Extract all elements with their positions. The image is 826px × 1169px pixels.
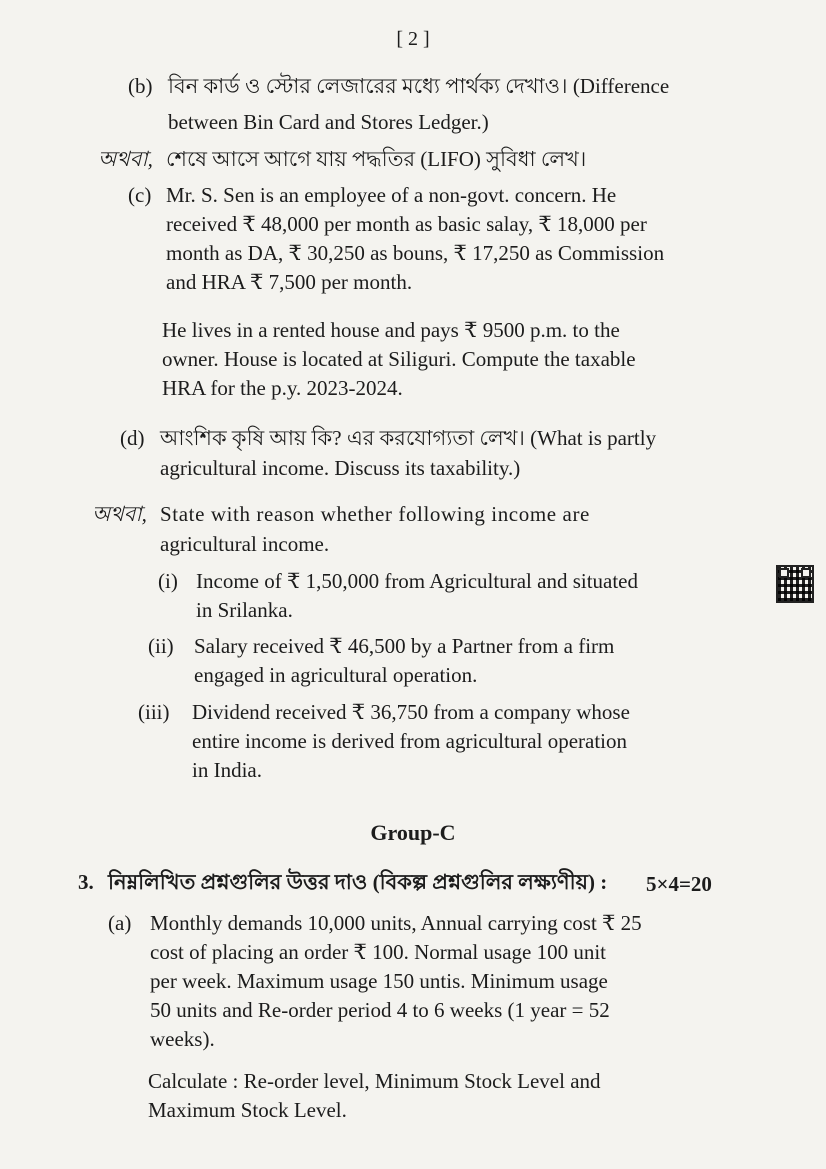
- question-d-line2: agricultural income. Discuss its taxability.): [160, 456, 521, 480]
- option-ii-label: (ii): [148, 634, 174, 658]
- question-c-line1: Mr. S. Sen is an employee of a non-govt. concern. He: [166, 183, 617, 207]
- question-d-line1: আংশিক কৃষি আয় কি? এর করযোগ্যতা লেখ। (What is partly: [160, 426, 657, 450]
- question-c-line7: HRA for the p.y. 2023-2024.: [162, 376, 403, 400]
- question-b-line2: between Bin Card and Stores Ledger.): [168, 110, 489, 134]
- question-3-number: 3.: [78, 870, 94, 894]
- question-c-line3: month as DA, ₹ 30,250 as bouns, ₹ 17,250 as Commission: [166, 241, 665, 265]
- option-iii-label: (iii): [138, 700, 170, 724]
- question-c-line4: and HRA ₹ 7,500 per month.: [166, 270, 413, 294]
- option-i-label: (i): [158, 569, 178, 593]
- question-d-or-prefix: অথবা,: [92, 502, 147, 526]
- option-ii-line1: Salary received ₹ 46,500 by a Partner from a firm: [194, 634, 615, 658]
- question-3a-line7: Maximum Stock Level.: [148, 1098, 347, 1122]
- option-iii-line2: entire income is derived from agricultural operation: [192, 729, 628, 753]
- question-3a-line1: Monthly demands 10,000 units, Annual carrying cost ₹ 25: [150, 911, 642, 935]
- question-b-or-prefix: অথবা,: [98, 147, 153, 171]
- option-i-line1: Income of ₹ 1,50,000 from Agricultural and situated: [196, 569, 639, 593]
- question-3a-label: (a): [108, 911, 132, 935]
- question-b-line1: বিন কার্ড ও স্টোর লেজারের মধ্যে পার্থক্য দেখাও। (Difference: [168, 74, 670, 98]
- question-3a-line2: cost of placing an order ₹ 100. Normal usage 100 unit: [150, 940, 607, 964]
- question-3a-line3: per week. Maximum usage 150 untis. Minimum usage: [150, 969, 608, 993]
- question-c-line5: He lives in a rented house and pays ₹ 9500 p.m. to the: [162, 318, 620, 342]
- question-c-label: (c): [128, 183, 152, 207]
- question-3a-line5: weeks).: [150, 1027, 215, 1051]
- question-c-line6: owner. House is located at Siliguri. Compute the taxable: [162, 347, 636, 371]
- option-ii-line2: engaged in agricultural operation.: [194, 663, 478, 687]
- option-iii-line3: in India.: [192, 758, 262, 782]
- option-iii-line1: Dividend received ₹ 36,750 from a company whose: [192, 700, 630, 724]
- question-d-label: (d): [120, 426, 145, 450]
- qr-code-icon: [776, 565, 814, 603]
- group-c-heading: Group-C: [370, 820, 456, 845]
- question-b-label: (b): [128, 74, 153, 98]
- question-d-or-line2: agricultural income.: [160, 532, 330, 556]
- question-3-marks: 5×4=20: [646, 872, 712, 896]
- question-d-or-line1: State with reason whether following income are: [160, 502, 590, 526]
- question-3a-line4: 50 units and Re-order period 4 to 6 weeks (1 year = 52: [150, 998, 610, 1022]
- page-number: [ 2 ]: [396, 28, 430, 50]
- question-b-or-text: শেষে আসে আগে যায় পদ্ধতির (LIFO) সুবিধা লেখ।: [166, 147, 587, 171]
- question-c-line2: received ₹ 48,000 per month as basic salay, ₹ 18,000 per: [166, 212, 647, 236]
- question-3-text: নিম্নলিখিত প্রশ্নগুলির উত্তর দাও (বিকল্প প্রশ্নগুলির লক্ষ্যণীয়) :: [108, 870, 608, 894]
- question-3a-line6: Calculate : Re-order level, Minimum Stock Level and: [148, 1069, 601, 1093]
- option-i-line2: in Srilanka.: [196, 598, 293, 622]
